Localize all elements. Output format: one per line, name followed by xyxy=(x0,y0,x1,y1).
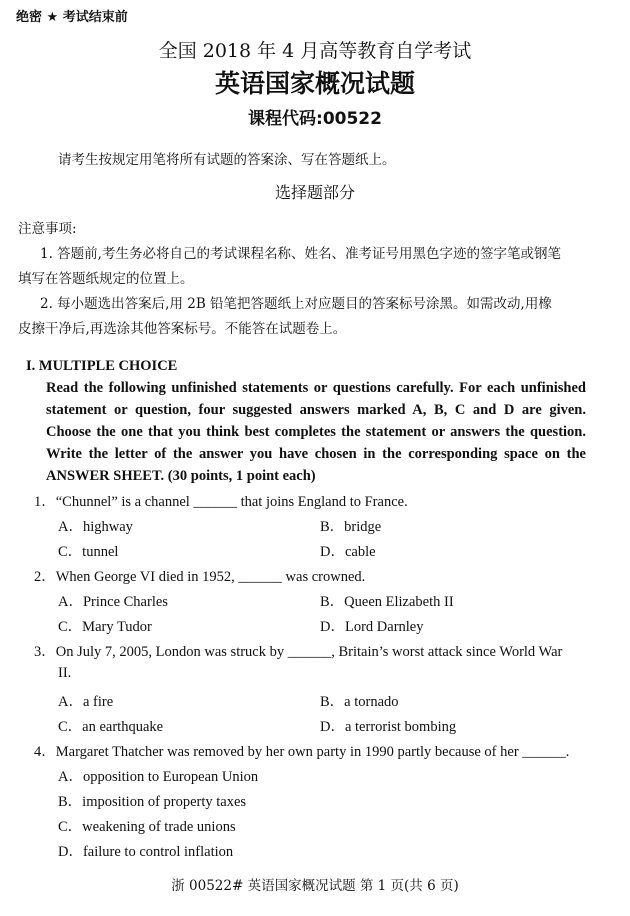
course-code: 课程代码:00522 xyxy=(248,109,382,129)
option-b: B．imposition of property taxes xyxy=(58,794,247,810)
option-b: B．a tornado xyxy=(320,694,399,710)
option-c: C．weakening of trade unions xyxy=(58,819,236,835)
question-4-text: 4．Margaret Thatcher was removed by her own party in 1990 partly because of her ______. xyxy=(34,744,570,760)
directions-line: Write the letter of the answer you have chosen in the corresponding space on the xyxy=(46,446,586,462)
note-2-line-1: 2. 每小题选出答案后,用 2B 铅笔把答题纸上对应题目的答案标号涂黑。如需改动,用橡 xyxy=(40,296,552,312)
option-c: C．an earthquake xyxy=(58,719,164,735)
option-d: D．cable xyxy=(320,544,376,560)
page-footer: 浙 00522# 英语国家概况试题 第 1 页(共 6 页) xyxy=(171,878,459,894)
question-1-text: 1．“Chunnel” is a channel ______ that joins England to France. xyxy=(34,494,408,510)
directions-line: ANSWER SHEET. (30 points, 1 point each) xyxy=(46,468,316,484)
section-title: 选择题部分 xyxy=(274,183,355,202)
directions-line: Read the following unfinished statements or questions carefully. For each unfinished xyxy=(46,380,586,396)
option-b: B．Queen Elizabeth II xyxy=(320,594,454,610)
option-a: A．Prince Charles xyxy=(58,594,168,610)
confidential-mark: 绝密 ★ 考试结束前 xyxy=(16,10,128,25)
answer-instruction: 请考生按规定用笔将所有试题的答案涂、写在答题纸上。 xyxy=(58,152,396,168)
option-a: A．a fire xyxy=(58,694,114,710)
exam-name: 全国 2018 年 4 月高等教育自学考试 xyxy=(158,40,472,62)
note-1-line-1: 1. 答题前,考生务必将自己的考试课程名称、姓名、准考证号用黑色字迹的签字笔或钢笔 xyxy=(40,246,561,262)
option-d: D．a terrorist bombing xyxy=(320,719,457,735)
option-d: D．failure to control inflation xyxy=(58,844,234,860)
question-2-text: 2．When George VI died in 1952, ______ was crowned. xyxy=(34,569,366,585)
note-2-line-2: 皮擦干净后,再选涂其他答案标号。不能答在试题卷上。 xyxy=(18,321,347,337)
paper-title: 英语国家概况试题 xyxy=(214,69,415,98)
question-3-text-cont: II. xyxy=(58,665,72,681)
option-c: C．tunnel xyxy=(58,544,119,560)
option-c: C．Mary Tudor xyxy=(58,619,152,635)
note-1-line-2: 填写在答题纸规定的位置上。 xyxy=(18,271,194,287)
directions-line: statement or question, four suggested answers marked A, B, C and D are given. xyxy=(46,402,586,418)
option-b: B．bridge xyxy=(320,519,382,535)
directions-line: Choose the one that you think best completes the statement or answers the question. xyxy=(46,424,586,440)
section-heading: I. MULTIPLE CHOICE xyxy=(26,358,178,374)
question-3-text: 3．On July 7, 2005, London was struck by ______, Britain’s worst attack since World War xyxy=(34,644,563,660)
option-a: A．opposition to European Union xyxy=(58,769,259,785)
option-a: A．highway xyxy=(58,519,133,535)
notes-heading: 注意事项: xyxy=(18,221,77,237)
option-d: D．Lord Darnley xyxy=(320,619,424,635)
